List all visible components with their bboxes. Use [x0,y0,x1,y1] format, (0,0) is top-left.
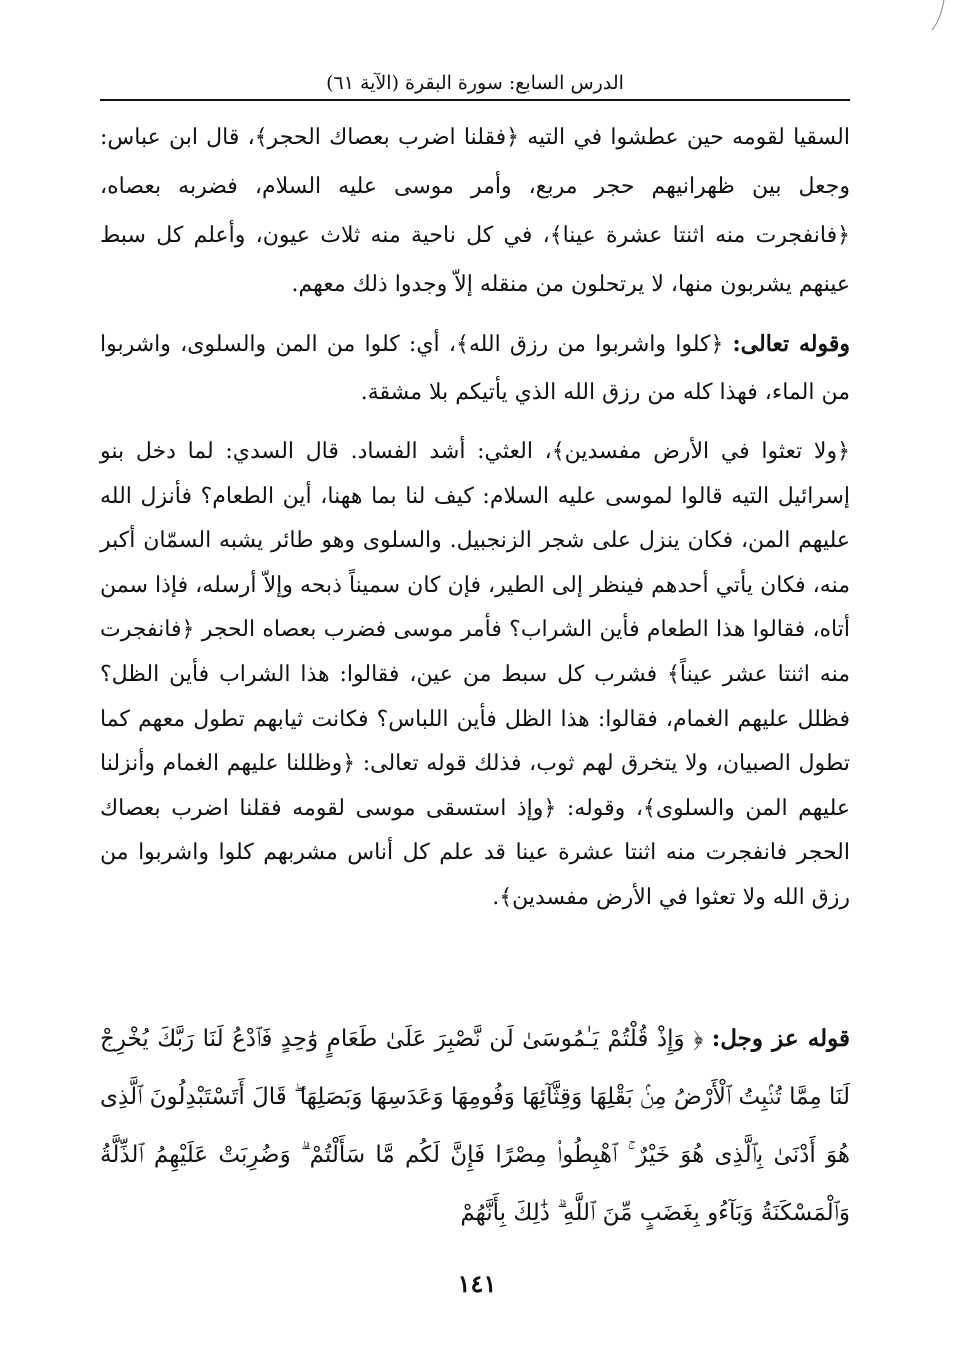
paragraph-lead: وقوله تعالى: [732,331,851,357]
page-number: ١٤١ [457,1269,497,1298]
quran-verse-text: ﴿ وَإِذْ قُلْتُمْ يَـٰمُوسَىٰ لَن نَّصْبِرَ عَلَىٰ طَعَامٍ وَٰحِدٍ فَٱدْعُ لَنَا رَبَّكَ يُخْرِجْ لَنَا مِمَّا تُنۢبِتُ ٱلْأَرْضُ مِنۢ بَقْلِهَا وَقِثَّآئِهَا وَفُومِهَا وَعَدَسِهَا وَبَصَلِهَا ۖ قَالَ أَتَسْتَبْدِلُونَ ٱلَّذِى هُوَ أَدْنَىٰ بِٱلَّذِى هُوَ خَيْرٌ ۚ ٱهْبِطُوا۟ مِصْرًا فَإِنَّ لَكُم مَّا سَأَلْتُمْ ۗ وَضُرِبَتْ عَلَيْهِمُ ٱلذِّلَّةُ وَٱلْمَسْكَنَةُ وَبَآءُو بِغَضَبٍ مِّنَ ٱللَّهِ ۗ ذَٰلِكَ بِأَنَّهُمْ [100,1026,850,1226]
paragraph-lead: قوله عز وجل: [711,1025,850,1052]
running-header-title: الدرس السابع: سورة البقرة (الآية ٦١) [326,72,624,94]
scan-edge-mark [930,0,946,32]
paragraph-ibn-abbas: السقيا لقومه حين عطشوا في التيه ﴿فقلنا اضرب بعصاك الحجر﴾، قال ابن عباس: وجعل بين ظهرانيهم حجر مربع، وأمر موسى عليه السلام، فضربه بعصاه، ﴿فانفجرت منه اثنتا عشرة عينا﴾، في كل ناحية منه ثلاث عيون، وأعلم كل سبط عينهم يشربون منها، لا يرتحلون من منقله إلاّ وجدوا ذلك معهم. [100,125,850,297]
paragraph-eat-and-drink [100,320,850,417]
paragraph-quran-verse [100,1010,850,1242]
paragraph-suddi-narration: ﴿ولا تعثوا في الأرض مفسدين﴾، العثي: أشد الفساد. قال السدي: لما دخل بنو إسرائيل التيه قالوا لموسى عليه السلام: كيف لنا بما ههنا، أين الطعام؟ فأنزل الله عليهم المن، فكان ينزل على شجر الزنجبيل. والسلوى وهو طائر يشبه السمّان أكبر منه، فكان يأتي أحدهم فينظر إلى الطير، فإن كان سميناً ذبحه وإلاّ أرسله، فإذا سمن أتاه، فقالوا هذا الطعام فأين الشراب؟ فأمر موسى فضرب بعصاه الحجر ﴿فانفجرت منه اثنتا عشر عيناً﴾ فشرب كل سبط من عين، فقالوا: هذا الشراب فأين الظل؟ فظلل عليهم الغمام، فقالوا: هذا الظل فأين اللباس؟ فكانت ثيابهم تطول معهم كما تطول الصبيان، ولا يتخرق لهم ثوب، فذلك قوله تعالى: ﴿وظللنا عليهم الغمام وأنزلنا عليهم المن والسلوى﴾، وقوله: ﴿وإذ استسقى موسى لقومه فقلنا اضرب بعصاك الحجر فانفجرت منه اثنتا عشرة عينا قد علم كل أناس مشربهم كلوا واشربوا من رزق الله ولا تعثوا في الأرض مفسدين﴾. [100,439,850,910]
paragraph-body: ﴿كلوا واشربوا من رزق الله﴾، أي: كلوا من المن والسلوى، واشربوا من الماء، فهذا كله من رزق الله الذي يأتيكم بلا مشقة. [100,332,850,405]
header-rule [100,99,850,101]
